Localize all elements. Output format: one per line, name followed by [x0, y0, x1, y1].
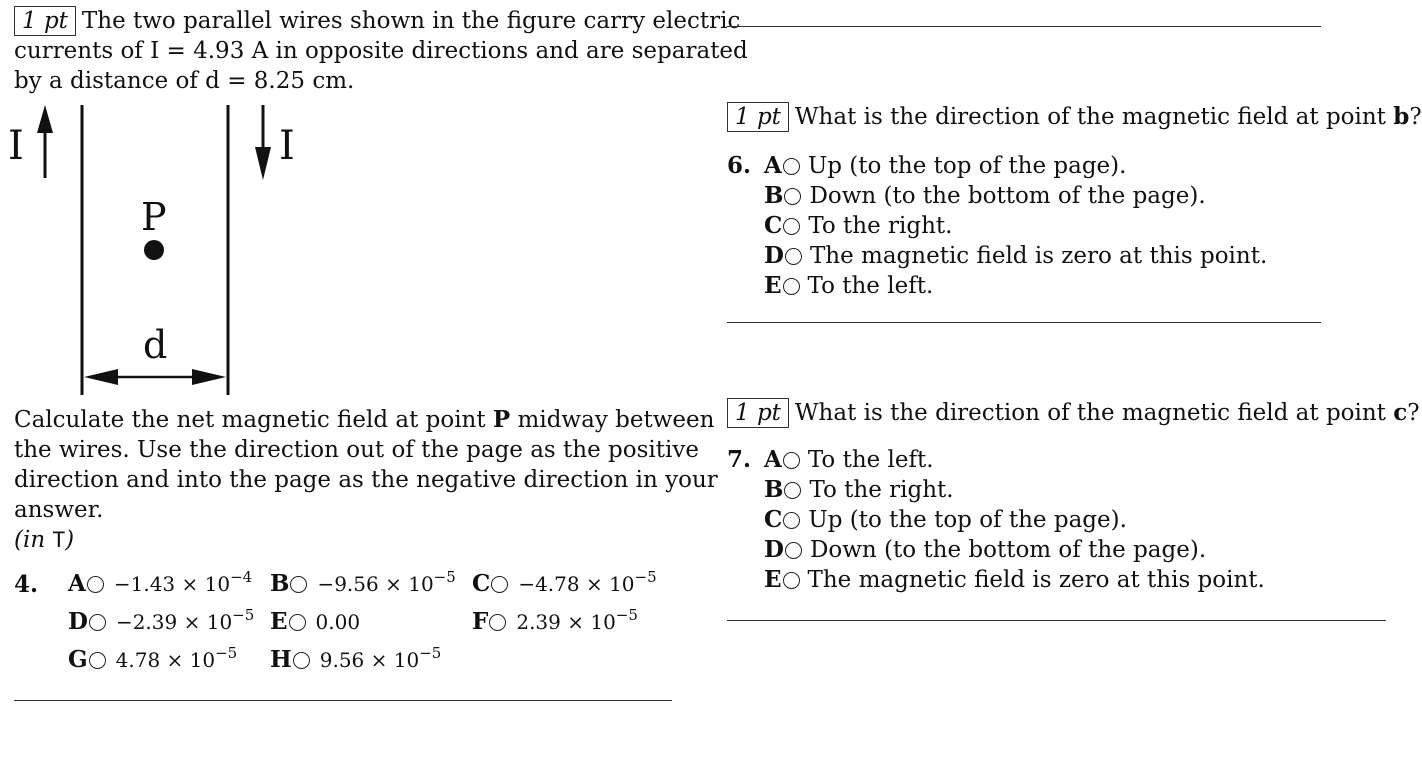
question-7-option-a[interactable]	[764, 445, 934, 475]
option-text: The magnetic field is zero at this point.	[807, 567, 1265, 593]
option-text: To the right.	[809, 477, 954, 503]
distance-arrowhead-right	[192, 369, 226, 385]
option-value: 0.00	[315, 610, 361, 634]
option-text: The magnetic field is zero at this point.	[809, 243, 1268, 269]
option-letter: H	[270, 646, 292, 673]
option-letter: E	[764, 566, 782, 593]
question-4	[14, 6, 748, 96]
left-current-arrowhead	[37, 105, 53, 133]
option-exponent: −5	[215, 644, 238, 662]
option-letter: C	[764, 212, 783, 239]
option-exponent: −5	[615, 606, 638, 624]
option-value: $-2.39 \times 10^{-5}$	[115, 606, 255, 634]
answer-option-f[interactable]	[472, 607, 638, 637]
divider-q4	[14, 700, 672, 701]
option-value: $9.56 \times 10^{-5}$	[319, 644, 442, 672]
question-6-option-b[interactable]	[764, 181, 1206, 211]
option-text: Up (to the top of the page).	[808, 507, 1127, 533]
answer-option-b[interactable]	[270, 569, 456, 599]
option-value: $-9.56 \times 10^{-5}$	[317, 568, 456, 596]
radio-circle-icon[interactable]	[293, 652, 310, 669]
radio-circle-icon[interactable]	[87, 576, 104, 593]
option-text: Up (to the top of the page).	[807, 153, 1127, 179]
distance-arrowhead-left	[84, 369, 118, 385]
right-current-arrowhead	[255, 147, 271, 180]
question-4-number: 4.	[14, 571, 39, 598]
option-letter: A	[764, 152, 782, 179]
question-6-number: 6.	[727, 152, 752, 179]
radio-circle-icon[interactable]	[491, 576, 508, 593]
points-badge: 1 pt	[727, 398, 789, 428]
option-letter: D	[68, 608, 88, 635]
left-current-label: I	[8, 123, 24, 169]
option-exponent: −5	[232, 606, 255, 624]
option-letter: C	[472, 570, 491, 597]
option-text: To the left.	[807, 273, 934, 299]
question-6-suffix: ?	[1409, 104, 1422, 130]
question-6-header	[727, 102, 1422, 132]
option-letter: B	[764, 476, 784, 503]
answer-option-h[interactable]	[270, 645, 441, 675]
radio-circle-icon[interactable]	[784, 482, 801, 499]
radio-circle-icon[interactable]	[785, 248, 802, 265]
radio-circle-icon[interactable]	[783, 158, 800, 175]
option-value: $4.78 \times 10^{-5}$	[115, 644, 238, 672]
answer-option-g[interactable]	[68, 645, 237, 675]
question-7-option-e[interactable]	[764, 565, 1265, 595]
option-text: Down (to the bottom of the page).	[809, 537, 1207, 563]
prompt-line-2: the wires. Use the direction out of the page as the positive	[14, 437, 699, 463]
option-value: $-1.43 \times 10^{-4}$	[113, 568, 253, 596]
radio-circle-icon[interactable]	[784, 188, 801, 205]
radio-circle-icon[interactable]	[89, 614, 106, 631]
point-p-dot	[144, 240, 164, 260]
radio-circle-icon[interactable]	[783, 218, 800, 235]
answer-option-c[interactable]	[472, 569, 657, 599]
option-letter: D	[764, 242, 784, 269]
radio-circle-icon[interactable]	[489, 614, 506, 631]
option-letter: E	[764, 272, 782, 299]
option-value: $-4.78 \times 10^{-5}$	[518, 568, 657, 596]
question-4-stem-line-1	[14, 6, 741, 36]
question-7-text: What is the direction of the magnetic field at point	[794, 400, 1394, 426]
option-letter: D	[764, 536, 784, 563]
question-4-stem-line-3: by a distance of d = 8.25 cm.	[14, 68, 355, 94]
prompt-line-3: direction and into the page as the negative direction in your	[14, 467, 718, 493]
unit-value: T	[52, 528, 66, 552]
radio-circle-icon[interactable]	[289, 614, 306, 631]
option-exponent: −5	[433, 568, 456, 586]
option-letter: A	[764, 446, 782, 473]
question-4-stem-line-2: currents of I = 4.93 A in opposite directions and are separated	[14, 38, 748, 64]
option-letter: F	[472, 608, 489, 635]
answer-option-e[interactable]	[270, 607, 360, 637]
prompt-line-1	[14, 405, 715, 435]
option-exponent: −4	[230, 568, 253, 586]
prompt-line-4: answer.	[14, 497, 104, 523]
radio-circle-icon[interactable]	[783, 452, 800, 469]
option-letter: C	[764, 506, 783, 533]
question-6-option-d[interactable]	[764, 241, 1267, 271]
answer-option-a[interactable]	[68, 569, 252, 599]
option-exponent: −5	[419, 644, 442, 662]
question-7-option-b[interactable]	[764, 475, 954, 505]
option-letter: B	[270, 570, 290, 597]
option-letter: G	[68, 646, 88, 673]
question-7-point: c	[1393, 399, 1408, 426]
question-7-number: 7.	[727, 446, 752, 473]
divider-q6	[727, 322, 1321, 323]
question-7-header	[727, 398, 1420, 428]
option-text: Down (to the bottom of the page).	[809, 183, 1206, 209]
question-6-option-a[interactable]	[764, 151, 1126, 181]
option-letter: B	[764, 182, 784, 209]
option-letter: A	[68, 570, 86, 597]
option-exponent: −5	[634, 568, 657, 586]
parallel-wires-figure	[0, 95, 320, 400]
radio-circle-icon[interactable]	[783, 572, 800, 589]
unit-hint	[14, 525, 679, 555]
stem-text: The two parallel wires shown in the figure carry electric	[81, 8, 741, 34]
point-p-label: P	[141, 195, 167, 239]
unit-suffix: )	[65, 527, 75, 553]
distance-label: d	[143, 323, 168, 367]
question-4-prompt-block	[14, 405, 718, 555]
question-7-option-d[interactable]	[764, 535, 1206, 565]
question-7-option-c[interactable]	[764, 505, 1127, 535]
option-text: To the right.	[808, 213, 953, 239]
option-value: $2.39 \times 10^{-5}$	[516, 606, 638, 634]
prompt-line-1-post: midway between	[510, 407, 715, 433]
prompt-line-1-pre: Calculate the net magnetic field at point	[14, 407, 493, 433]
point-p-ref: P	[492, 406, 511, 433]
question-6-option-e[interactable]	[764, 271, 933, 301]
unit-prefix: (in	[14, 527, 53, 553]
radio-circle-icon[interactable]	[290, 576, 307, 593]
points-badge: 1 pt	[727, 102, 789, 132]
question-7-suffix: ?	[1407, 400, 1420, 426]
radio-circle-icon[interactable]	[89, 652, 106, 669]
right-current-label: I	[279, 123, 295, 169]
radio-circle-icon[interactable]	[783, 512, 800, 529]
option-letter: E	[270, 608, 288, 635]
divider-top	[727, 26, 1321, 27]
points-badge: 1 pt	[14, 6, 76, 36]
option-text: To the left.	[807, 447, 934, 473]
divider-q7	[727, 620, 1386, 621]
radio-circle-icon[interactable]	[783, 278, 800, 295]
radio-circle-icon[interactable]	[785, 542, 802, 559]
question-6-option-c[interactable]	[764, 211, 952, 241]
answer-option-d[interactable]	[68, 607, 254, 637]
question-6-point: b	[1393, 103, 1410, 130]
question-6-text: What is the direction of the magnetic field at point	[794, 104, 1394, 130]
